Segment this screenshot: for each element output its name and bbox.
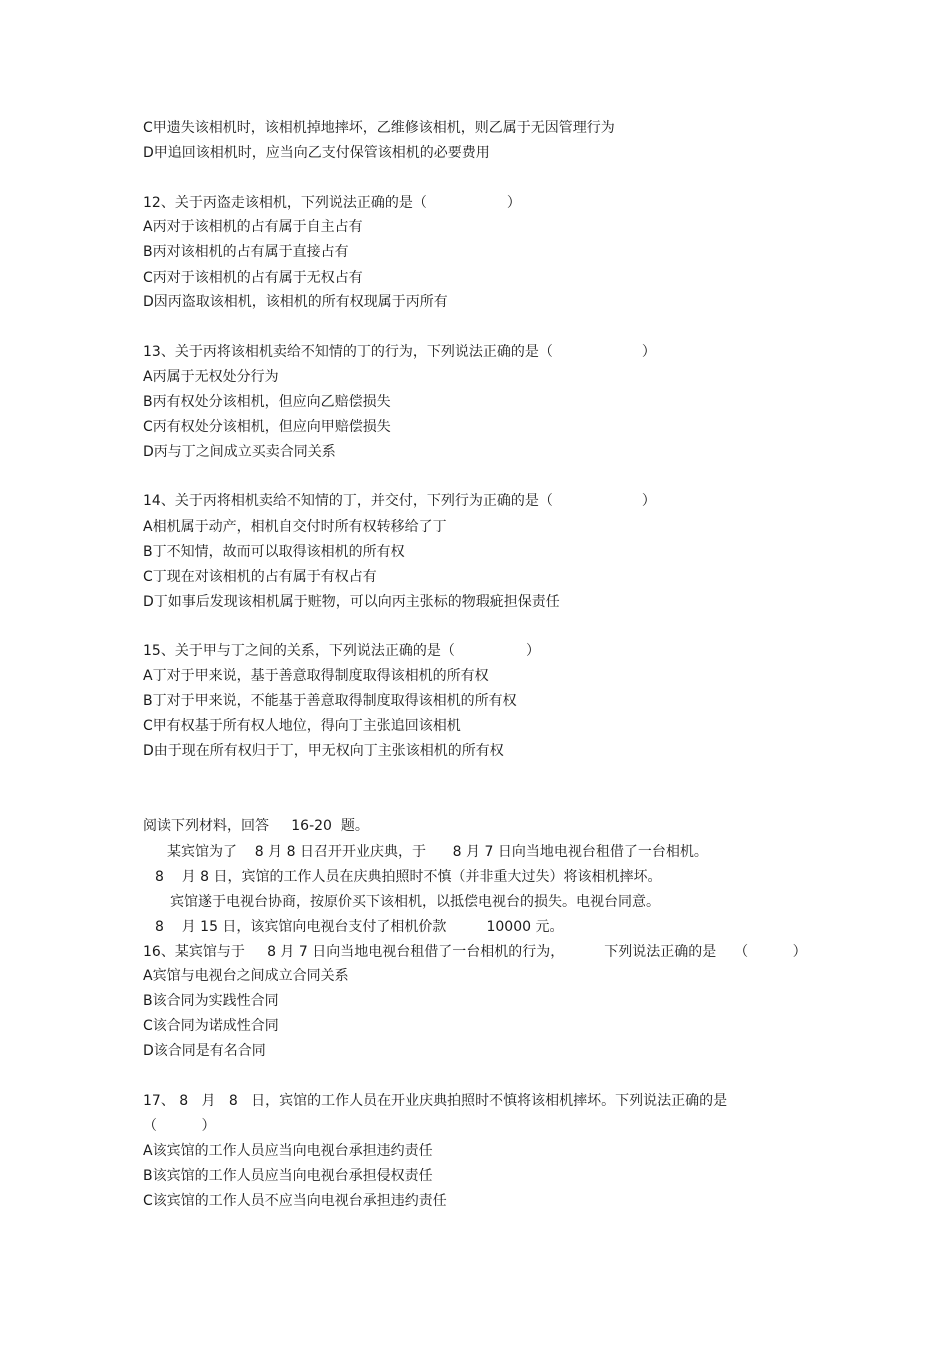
q14-option-a: A相机属于动产，相机自交付时所有权转移给了丁: [143, 519, 447, 535]
q17-stem-blank: （ ）: [143, 1118, 216, 1134]
q15-stem: 15、关于甲与丁之间的关系，下列说法正确的是（ ）: [143, 643, 541, 659]
q13-option-a: A丙属于无权处分行为: [143, 369, 279, 385]
q17-option-b: B该宾馆的工作人员应当向电视台承担侵权责任: [143, 1168, 433, 1184]
q11-option-c: C甲遗失该相机时，该相机掉地摔坏，乙维修该相机，则乙属于无因管理行为: [143, 120, 615, 136]
q13-option-b: B丙有权处分该相机，但应向乙赔偿损失: [143, 394, 391, 410]
q12-option-b: B丙对该相机的占有属于直接占有: [143, 244, 349, 260]
material-paragraph-1: 某宾馆为了 8 月 8 日召开开业庆典，于 8 月 7 日向当地电视台租借了一台相机。: [167, 844, 708, 860]
q16-option-c: C该合同为诺成性合同: [143, 1018, 279, 1034]
q13-option-c: C丙有权处分该相机，但应向甲赔偿损失: [143, 419, 391, 435]
q16-option-d: D该合同是有名合同: [143, 1043, 266, 1059]
q17-option-c: C该宾馆的工作人员不应当向电视台承担违约责任: [143, 1193, 447, 1209]
q15-option-a: A丁对于甲来说，基于善意取得制度取得该相机的所有权: [143, 668, 489, 684]
q14-option-c: C丁现在对该相机的占有属于有权占有: [143, 569, 377, 585]
q13-option-d: D丙与丁之间成立买卖合同关系: [143, 444, 336, 460]
q16-stem: 16、某宾馆与于 8 月 7 日向当地电视台租借了一台相机的行为， 下列说法正确的是 （ ）: [143, 944, 807, 960]
q12-option-c: C丙对于该相机的占有属于无权占有: [143, 270, 363, 286]
q17-stem: 17、 8 月 8 日，宾馆的工作人员在开业庆典拍照时不慎将该相机摔坏。下列说法正确的是: [143, 1093, 728, 1109]
q12-option-d: D因丙盗取该相机，该相机的所有权现属于丙所有: [143, 294, 448, 310]
q17-option-a: A该宾馆的工作人员应当向电视台承担违约责任: [143, 1143, 433, 1159]
q14-stem: 14、关于丙将相机卖给不知情的丁，并交付，下列行为正确的是（ ）: [143, 493, 656, 509]
q11-option-d: D甲追回该相机时，应当向乙支付保管该相机的必要费用: [143, 145, 490, 161]
material-paragraph-2: 8 月 8 日，宾馆的工作人员在庆典拍照时不慎（并非重大过失）将该相机摔坏。: [155, 869, 662, 885]
q15-option-d: D由于现在所有权归于丁，甲无权向丁主张该相机的所有权: [143, 743, 504, 759]
q12-option-a: A丙对于该相机的占有属于自主占有: [143, 219, 363, 235]
q15-option-c: C甲有权基于所有权人地位，得向丁主张追回该相机: [143, 718, 461, 734]
q14-option-b: B丁不知情，故而可以取得该相机的所有权: [143, 544, 405, 560]
q16-option-a: A宾馆与电视台之间成立合同关系: [143, 968, 349, 984]
material-paragraph-3: 宾馆遂于电视台协商，按原价买下该相机，以抵偿电视台的损失。电视台同意。: [170, 894, 660, 910]
material-paragraph-4: 8 月 15 日，该宾馆向电视台支付了相机价款 10000 元。: [155, 919, 564, 935]
q14-option-d: D丁如事后发现该相机属于赃物，可以向丙主张标的物瑕疵担保责任: [143, 594, 560, 610]
q12-stem: 12、关于丙盗走该相机，下列说法正确的是（ ）: [143, 195, 521, 211]
q16-option-b: B该合同为实践性合同: [143, 993, 279, 1009]
material-intro: 阅读下列材料，回答 16-20 题。: [143, 818, 369, 834]
q15-option-b: B丁对于甲来说，不能基于善意取得制度取得该相机的所有权: [143, 693, 517, 709]
q13-stem: 13、关于丙将该相机卖给不知情的丁的行为，下列说法正确的是（ ）: [143, 344, 656, 360]
